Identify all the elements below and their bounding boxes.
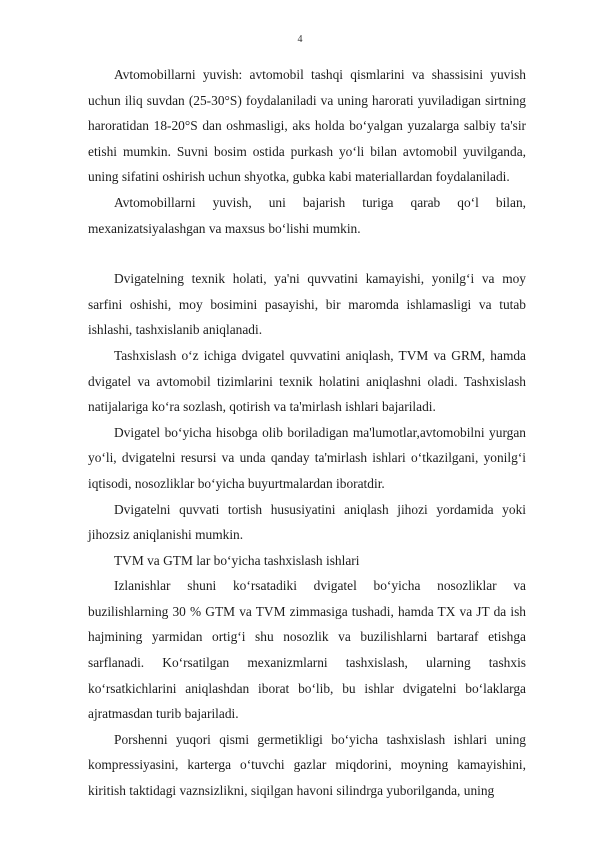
paragraph-power-measurement: Dvigatelni quvvati tortish hususiyatini aniqlash jihozi yordamida yoki jihozsiz aniqlanishi mumkin. <box>88 501 526 543</box>
paragraph-piston-sealing: Porshenni yuqori qismi germetikligi bo‘yicha tashxislash ishlari uning kompressiyasini, karterga o‘tuvchi gazlar miqdorini, moyning kamayishini, kiritish taktidagi vaznsizlikni, siqilgan havoni silindrga yuborilganda, uning <box>88 731 526 799</box>
section-gap <box>88 241 526 266</box>
paragraph-diagnostics-scope: Tashxislash o‘z ichiga dvigatel quvvatini aniqlash, TVM va GRM, hamda dvigatel va avtomobil tizimlarini texnik holatini aniqlashni oladi. Tashxislash natijalariga ko‘ra sozlash, qotirish va ta'mirlash ishlari bajariladi. <box>88 347 526 415</box>
section-heading: TVM va GTM lar bo‘yicha tashxislash ishlari <box>114 552 360 568</box>
paragraph-engine-condition: Dvigatelning texnik holati, ya'ni quvvatini kamayishi, yonilg‘i va moy sarfini oshishi, moy bosimini pasayishi, bir maromda ishlamasligi va tutab ishlashi, tashxislanib aniqlanadi. <box>88 271 526 338</box>
paragraph-research-findings: Izlanishlar shuni ko‘rsatadiki dvigatel bo‘yicha nosozliklar va buzilishlarning 30 % GTM va TVM zimmasiga tushadi, hamda TX va JT da ish hajmining yarmidan ortig‘i shu nosozlik va buzilishlarni bartaraf etishga sarflanadi. Ko‘rsatilgan mexanizmlarni tashxislash, ularning tashxis ko‘rsatkichlarini aniqlashdan iborat bo‘lib, bu ishlar dvigatelni bo‘laklarga ajratmasdan turib bajariladi. <box>88 578 526 722</box>
page-number: 4 <box>297 34 303 45</box>
body-text <box>88 62 526 804</box>
paragraph-washing-types: Avtomobillarni yuvish, uni bajarish turiga qarab qo‘l bilan, mexanizatsiyalashgan va maxsus bo‘lishi mumkin. <box>88 194 526 236</box>
paragraph-car-washing: Avtomobillarni yuvish: avtomobil tashqi qismlarini va shassisini yuvish uchun iliq suvdan (25-30°S) foydalaniladi va uning harorati yuviladigan sirtning haroratidan 18-20°S dan oshmasligi, aks holda bo‘yalgan yuzalarga salbiy ta'sir etishi mumkin. Suvni bosim ostida purkash yo‘li bilan avtomobil yuvilganda, uning sifatini oshirish uchun shyotka, gubka kabi materiallardan foydalaniladi. <box>88 67 526 185</box>
paragraph-engine-records: Dvigatel bo‘yicha hisobga olib boriladigan ma'lumotlar,avtomobilni yurgan yo‘li, dvigatelni resursi va unda qanday ta'mirlash ishlari o‘tkazilgani, yonilg‘i iqtisodi, nosozliklar bo‘yicha buyurtmalardan iboratdir. <box>88 424 526 491</box>
